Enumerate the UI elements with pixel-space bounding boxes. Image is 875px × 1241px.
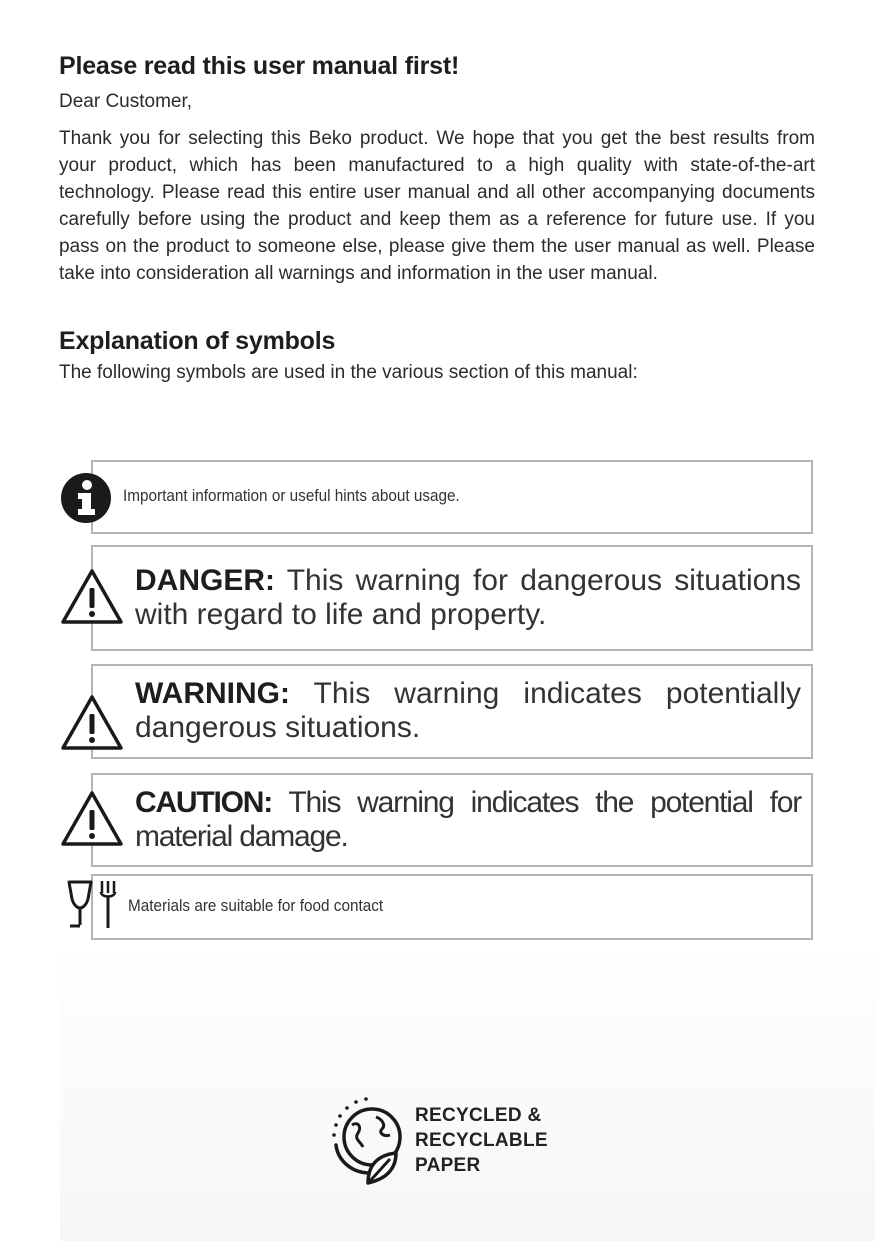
warning-text [135,677,801,745]
recycle-line-1: RECYCLED & [415,1105,542,1126]
salutation: Dear Customer, [59,91,193,112]
manual-intro-section [59,52,815,384]
warning-triangle-icon [60,694,124,751]
danger-label: DANGER: [135,564,275,597]
page-background-shade [60,940,875,1241]
caution-label: CAUTION: [135,786,273,819]
food-contact-text: Materials are suitable for food contact [128,896,384,915]
recycled-paper-icon [330,1095,410,1185]
symbols-heading: Explanation of symbols [59,327,336,355]
food-contact-icon [64,879,120,931]
recycle-badge-text [415,1103,548,1178]
warning-triangle-icon [60,568,124,625]
recycle-line-2: RECYCLABLE [415,1130,548,1151]
warning-label: WARNING: [135,677,290,710]
warning-triangle-icon [60,790,124,847]
info-icon [60,472,112,524]
caution-text [135,786,801,854]
page-title: Please read this user manual first! [59,52,460,80]
warning-description: This warning indicates potentially dangerous situations. [135,677,801,744]
caution-description: This warning indicates the potential for material damage. [135,786,801,853]
intro-paragraph: Thank you for selecting this Beko product. We hope that you get the best results from your product, which has been manufactured to a high quality with state-of-the-art technology. Please read this entire user manual and all other accompanying documents carefully before using the product and keep them as a reference for future use. If you pass on the product to someone else, please give them the user manual as well. Please take into consideration all warnings and information in the user manual. [59,128,815,284]
info-text: Important information or useful hints about usage. [123,486,460,505]
symbols-intro: The following symbols are used in the various section of this manual: [59,362,638,383]
danger-description: This warning for dangerous situations with regard to life and property. [135,564,801,631]
recycle-line-3: PAPER [415,1155,481,1176]
danger-text [135,564,801,632]
